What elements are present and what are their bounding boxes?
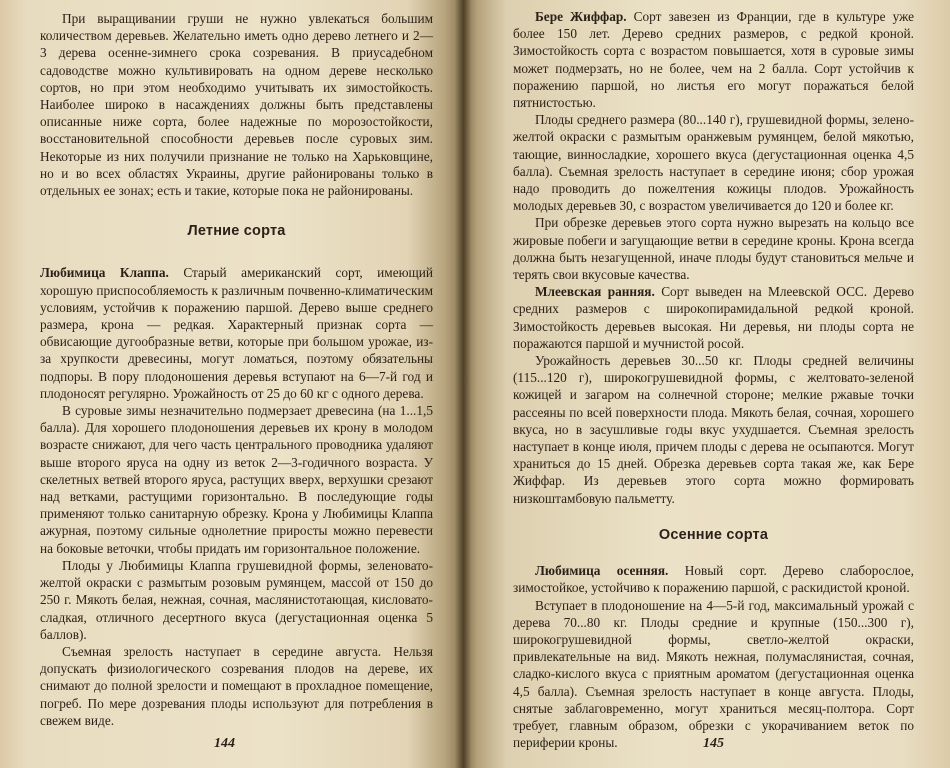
section-heading-summer: Летние сорта bbox=[187, 223, 286, 240]
variety-paragraph bbox=[513, 562, 914, 596]
variety-text: Новый сорт. Дерево слаборослое, зимостойкое, устойчиво к поражению паршой, с раскидистой кроной. bbox=[513, 563, 914, 596]
body-paragraph: При обрезке деревьев этого сорта нужно вырезать на кольцо все жировые побеги и загущающие ветви в середине кроны. Крона всегда должна быть незагущенной, иначе плоды будут становиться мельче и терять свои вкусовые качества. bbox=[513, 215, 914, 283]
intro-paragraph: При выращивании груши не нужно увлекаться большим количеством деревьев. Желательно иметь одно дерево летнего и 2—3 дерева осенне-зимнего срока созревания. В приусадебном садоводстве можно культивировать на одном дереве несколько сортов, но при этом необходимо учитывать их зимостойкость. Наиболее широко в насаждениях должны быть представлены описанные ниже сорта, более надежные по морозостойкости, восстановительной способности деревьев после суровых зим. Некоторые из них получили признание не только на Харьковщине, но и во всех областях Украины, другие районированы только в отдельных ее зонах; есть и такие, которые пока не районированы. bbox=[40, 11, 433, 199]
variety-name: Млеевская ранняя. bbox=[535, 284, 655, 300]
variety-text: Старый американский сорт, имеющий хорошую приспособляемость к различным почвенно-климатическим условиям, устойчив к поражению паршой. Дерево выше среднего размера, крона — редкая. Характерный признак сорта — обвисающие дугообразные ветви, которые при большом урожае, из-за хрупкости древесины, могут ломаться, поэтому обязательны подпоры. В пору плодоношения деревья вступают на 6—7-й год и плодоносят регулярно. Урожайность от 25 до 60 кг с одного дерева. bbox=[40, 265, 433, 401]
body-paragraph: Плоды у Любимицы Клаппа грушевидной формы, зеленовато-желтой окраски с размытым розовым румянцем, массой от 150 до 250 г. Мякоть белая, нежная, сочная, маслянистотающая, кисловато-сладкая, отличного десертного вкуса (дегустационная оценка 5 баллов). bbox=[40, 557, 433, 642]
variety-name: Любимица осенняя. bbox=[535, 563, 669, 579]
variety-text: Сорт завезен из Франции, где в культуре уже более 150 лет. Дерево средних размеров, с редкой кроной. Зимостойкость сорта с возрастом повышается, хотя в суровые зимы может подмерзать, но не более, чем на 2 балла. Сорт устойчив к поражению паршой, но листья его могут поражаться белой пятнистостью. bbox=[513, 9, 914, 111]
variety-text: Сорт выведен на Млеевской ОСС. Дерево средних размеров с широкопирамидальной редкой кроной. Зимостойкость деревьев высокая. Ни деревья, ни плоды сорта не поражаются паршой и мучнистой росой. bbox=[513, 284, 915, 351]
left-page bbox=[0, 0, 463, 768]
variety-paragraph bbox=[513, 283, 914, 352]
variety-name: Любимица Клаппа. bbox=[40, 265, 169, 281]
body-paragraph: Урожайность деревьев 30...50 кг. Плоды средней величины (115...120 г), широкогрушевидной формы, с желтовато-зеленой кожицей и загаром на солнечной стороне; мелкие ржавые точки рассеяны по всей поверхности плода. Мякоть белая, сочная, хорошего вкуса, но в засушливые годы вкус ухудшается. Съемная зрелость наступает в конце июля, причем плоды с дерева не осыпаются. Могут храниться до 15 дней. Обрезка деревьев сорта такая же, как Бере Жиффар. Из деревьев этого сорта можно формировать низкоштамбовую пальметту. bbox=[513, 353, 914, 506]
variety-name: Бере Жиффар. bbox=[535, 9, 627, 24]
variety-paragraph bbox=[513, 8, 914, 111]
right-page bbox=[463, 0, 950, 768]
body-paragraph: Съемная зрелость наступает в середине августа. Нельзя допускать физиологического созревания плодов на дереве, их снимают до полной зрелости и помещают в прохладное помещение, погреб. По мере дозревания плоды используют для потребления в свежем виде. bbox=[40, 643, 433, 728]
page-number: 145 bbox=[703, 735, 724, 751]
page-number: 144 bbox=[214, 735, 235, 751]
body-paragraph: Вступает в плодоношение на 4—5-й год, максимальный урожай с дерева 70...80 кг. Плоды средние и крупные (150...300 г), широкогрушевидной формы, светло-желтой окраски, привлекательные на вид. Мякоть нежная, полумаслянистая, сочная, сладко-кислого вкуса с приятным ароматом (дегустационная оценка 4,5 балла). Съемная зрелость наступает в конце августа. Плоды, снятые заблаговременно, могут храниться месяц-полтора. Сорт требует, главным образом, обрезки с укорачиванием веток по периферии кроны. bbox=[513, 597, 914, 751]
book-gutter bbox=[455, 0, 471, 768]
variety-paragraph bbox=[40, 264, 433, 402]
body-paragraph: Плоды среднего размера (80...140 г), грушевидной формы, зелено-желтой окраски с размытым оранжевым румянцем, белой мякотью, тающие, винносладкие, хорошего вкуса (дегустационная оценка 4,5 балла). Съемная зрелость наступает в середине июня; сбор урожая надо проводить до пожелтения кожицы плодов. Урожайность молодых деревьев 30, с возрастом увеличивается до 120 и более кг. bbox=[513, 112, 914, 214]
body-paragraph: В суровые зимы незначительно подмерзает древесина (на 1...1,5 балла). Для хорошего плодоношения деревьев их крону в молодом возрасте снижают, для чего часть центрального проводника удаляют выше второго яруса на одну из веток 2—3-годичного возраста. У скелетных ветвей второго яруса, растущих вверх, верхушки срезают над ветками, растущими горизонтально. В последующие годы применяют только санитарную обрезку. Крона у Любимицы Клаппа ажурная, поэтому сильные однолетние приросты можно перевести на боковые веточки, чтобы придать им горизонтальное положение. bbox=[40, 403, 433, 556]
section-heading-autumn: Осенние сорта bbox=[658, 526, 769, 543]
